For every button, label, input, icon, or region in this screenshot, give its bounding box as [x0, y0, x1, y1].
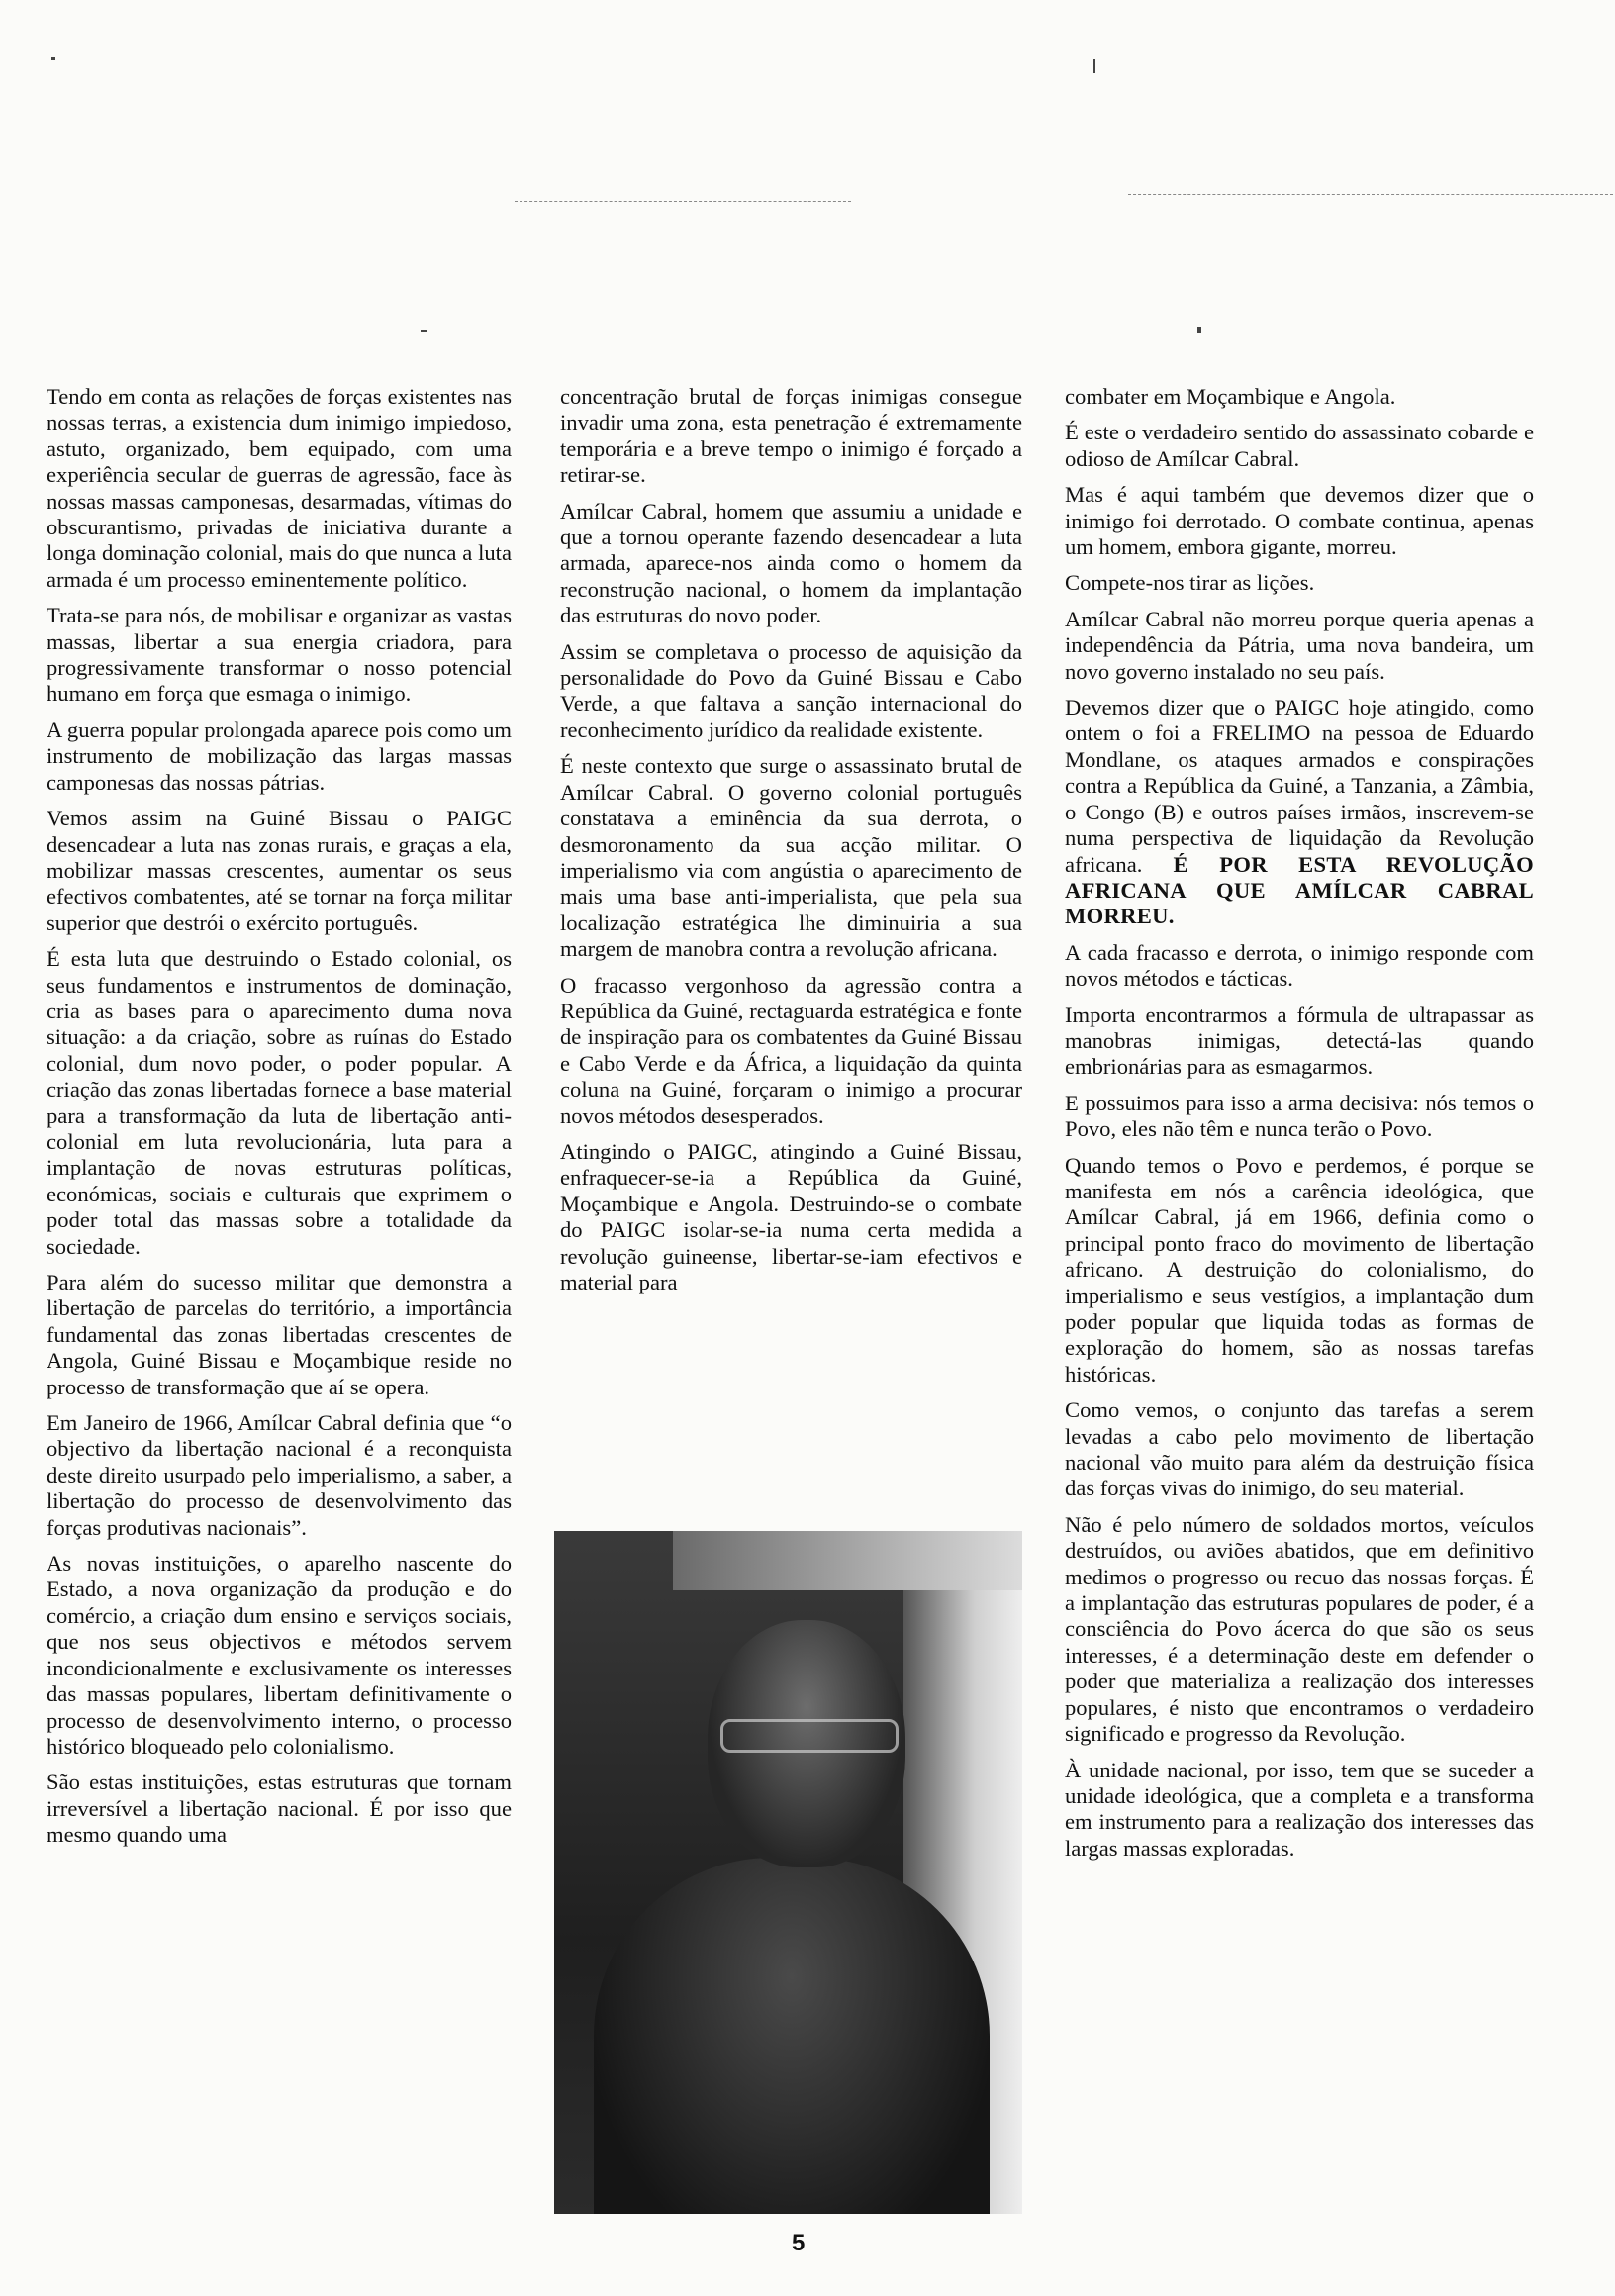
- paragraph: Vemos assim na Guiné Bissau o PAIGC desencadear a luta nas zonas rurais, e graças a ela, mobilizar massas crescentes, aumentar os seus efectivos combatentes, até se tornar na força militar superior que destrói o exército português.: [47, 806, 512, 935]
- paragraph: Assim se completava o processo de aquisição da personalidade do Povo da Guiné Bissau e Cabo Verde, a que faltava a sanção internacional do reconhecimento jurídico da realidade existente.: [560, 638, 1022, 742]
- paragraph: São estas instituições, estas estruturas que tornam irreversível a libertação nacional. É por isso que mesmo quando uma: [47, 1770, 512, 1848]
- paragraph: combater em Moçambique e Angola.: [1065, 384, 1396, 409]
- paragraph: Amílcar Cabral não morreu porque queria apenas a independência da Pátria, uma nova bandeira, um novo governo instalado no seu país.: [1065, 606, 1534, 684]
- scan-artifact-line: [1128, 194, 1613, 196]
- paragraph: Mas é aqui também que devemos dizer que o inimigo foi derrotado. O combate continua, apenas um homem, embora gigante, morreu.: [1065, 482, 1534, 560]
- paragraph: É neste contexto que surge o assassinato brutal de Amílcar Cabral. O governo colonial português constatava a eminência da sua derrota, o desmoronamento da sua acção militar. O imperialismo via com angústia o aparecimento de mais uma base anti-imperialista, que pela sua localização estratégica lhe diminuiria a sua margem de manobra contra a revolução africana.: [560, 753, 1022, 962]
- portrait-photo-amilcar-cabral: [554, 1531, 1022, 2214]
- paragraph: A cada fracasso e derrota, o inimigo responde com novos métodos e tácticas.: [1065, 939, 1534, 992]
- paragraph: É este o verdadeiro sentido do assassinato cobarde e odioso de Amílcar Cabral.: [1065, 420, 1534, 471]
- page-number: 5: [792, 2230, 806, 2256]
- photo-background: [673, 1531, 1022, 1590]
- paragraph: Para além do sucesso militar que demonstra a libertação de parcelas do território, a importância fundamental das zonas libertadas crescentes de Angola, Guiné Bissau e Moçambique reside no processo de transformação que aí se opera.: [47, 1270, 512, 1399]
- text-column-middle: [560, 384, 1022, 1305]
- paragraph: As novas instituições, o aparelho nascente do Estado, a nova organização da produção e do comércio, a criação dum ensino e serviços sociais, que nos seus objectivos e métodos servem incondicionalmente e exclusivamente os interesses das massas populares, libertam definitivamente o processo de desenvolvimento interno, o processo histórico bloqueado pelo colonialismo.: [47, 1551, 512, 1759]
- paragraph: Amílcar Cabral, homem que assumiu a unidade e que a tornou operante fazendo desencadear a luta armada, aparece-nos ainda como o homem da reconstrução nacional, o homem da implantação das estruturas do novo poder.: [560, 498, 1022, 628]
- paragraph: O fracasso vergonhoso da agressão contra a República da Guiné, rectaguarda estratégica e fonte de inspiração para os combatentes da Guiné Bissau e Cabo Verde e da África, a liquidação da quinta coluna na Guiné, forçaram o inimigo a procurar novos métodos desesperados.: [560, 972, 1022, 1128]
- paragraph: A guerra popular prolongada aparece pois como um instrumento de mobilização das largas massas camponesas das nossas pátrias.: [47, 717, 512, 795]
- paragraph: Quando temos o Povo e perdemos, é porque se manifesta em nós a carência ideológica, que Amílcar Cabral, já em 1966, definia como o principal ponto fraco do movimento de libertação africano. A destruição do colonialismo, do imperialismo e seus vestígios, a implantação dum poder popular que liquida todas as formas de exploração do homem, são as nossas tarefas históricas.: [1065, 1152, 1534, 1387]
- paragraph: À unidade nacional, por isso, tem que se suceder a unidade ideológica, que a completa e a transforma em instrumento para a realização dos interesses das largas massas exploradas.: [1065, 1757, 1534, 1861]
- scan-speck: [1197, 327, 1201, 333]
- photo-figure-body: [594, 1858, 990, 2214]
- paragraph: Compete-nos tirar as lições.: [1065, 570, 1315, 596]
- paragraph: É esta luta que destruindo o Estado colonial, os seus fundamentos e instrumentos de dominação, cria as bases para o aparecimento duma nova situação: a da criação, sobre as ruínas do Estado colonial, dum novo poder, o poder popular. A criação das zonas libertadas fornece a base material para a transformação da luta de libertação anti-colonial em luta revolucionária, luta para a implantação de novas estruturas políticas, económicas, sociais e culturais que exprimem o poder total das massas sobre a totalidade da sociedade.: [47, 946, 512, 1259]
- paragraph: Trata-se para nós, de mobilisar e organizar as vastas massas, libertar a sua energia criadora, para progressivamente transformar o nosso potencial humano em força que esmaga o inimigo.: [47, 603, 512, 707]
- paragraph: Não é pelo número de soldados mortos, veículos destruídos, ou aviões abatidos, que em definitivo medimos o progresso ou recuo das nossas forças. É a implantação das estruturas populares de poder, é a consciência do Povo ácerca do que são os seus interesses, é a determinação deste em defender o poder que materializa a realização dos interesses populares, é nisto que encontramos o verdadeiro significado e progresso da Revolução.: [1065, 1511, 1534, 1747]
- photo-figure-glasses: [720, 1719, 899, 1753]
- emphasis-caps: É POR ESTA REVOLUÇÃO AFRICANA QUE AMÍLCAR CABRAL MORREU.: [1065, 851, 1534, 929]
- paragraph-with-emphasis: [1065, 695, 1534, 930]
- paragraph: Tendo em conta as relações de forças existentes nas nossas terras, a existencia dum inimigo impiedoso, astuto, organizado, bem equipado, com uma experiência secular de guerras de agressão, face às nossas massas camponesas, desarmadas, vítimas do obscurantismo, privadas de iniciativa durante a longa dominação colonial, mais do que nunca a luta armada é um processo eminentemente político.: [47, 384, 512, 592]
- scan-speck: [421, 330, 427, 332]
- scan-speck: [1093, 59, 1095, 73]
- paragraph: Importa encontrarmos a fórmula de ultrapassar as manobras inimigas, detectá-las quando embrionárias para as esmagarmos.: [1065, 1002, 1534, 1080]
- scan-speck: [51, 57, 55, 60]
- paragraph-text: Devemos dizer que o PAIGC hoje atingido, como ontem o foi a FRELIMO na pessoa de Eduardo Mondlane, os ataques armados e conspirações contra a República da Guiné, a Tanzania, a Zâmbia, o Congo (B) e outros países irmãos, inscrevem-se numa perspectiva de liquidação da Revolução africana.: [1065, 695, 1534, 877]
- paragraph: Em Janeiro de 1966, Amílcar Cabral definia que “o objectivo da libertação nacional é a reconquista deste direito usurpado pelo imperialismo, a saber, a libertação do processo de desenvolvimento das forças produtivas nacionais”.: [47, 1410, 512, 1540]
- paragraph: E possuimos para isso a arma decisiva: nós temos o Povo, eles não têm e nunca terão o Povo.: [1065, 1090, 1534, 1142]
- scan-artifact-line: [515, 201, 851, 203]
- paragraph: Como vemos, o conjunto das tarefas a serem levadas a cabo pelo movimento de libertação nacional vão muito para além da destruição física das forças vivas do inimigo, do seu material.: [1065, 1397, 1534, 1501]
- paragraph: Atingindo o PAIGC, atingindo a Guiné Bissau, enfraquecer-se-ia a República da Guiné, Moçambique e Angola. Destruindo-se o combate do PAIGC isolar-se-ia numa certa medida a revolução guineense, libertar-se-iam efectivos e material para: [560, 1138, 1022, 1294]
- paragraph: concentração brutal de forças inimigas consegue invadir uma zona, esta penetração é extremamente temporária e a breve tempo o inimigo é forçado a retirar-se.: [560, 384, 1022, 488]
- text-column-right: [1065, 384, 1534, 1871]
- text-column-left: [47, 384, 512, 1859]
